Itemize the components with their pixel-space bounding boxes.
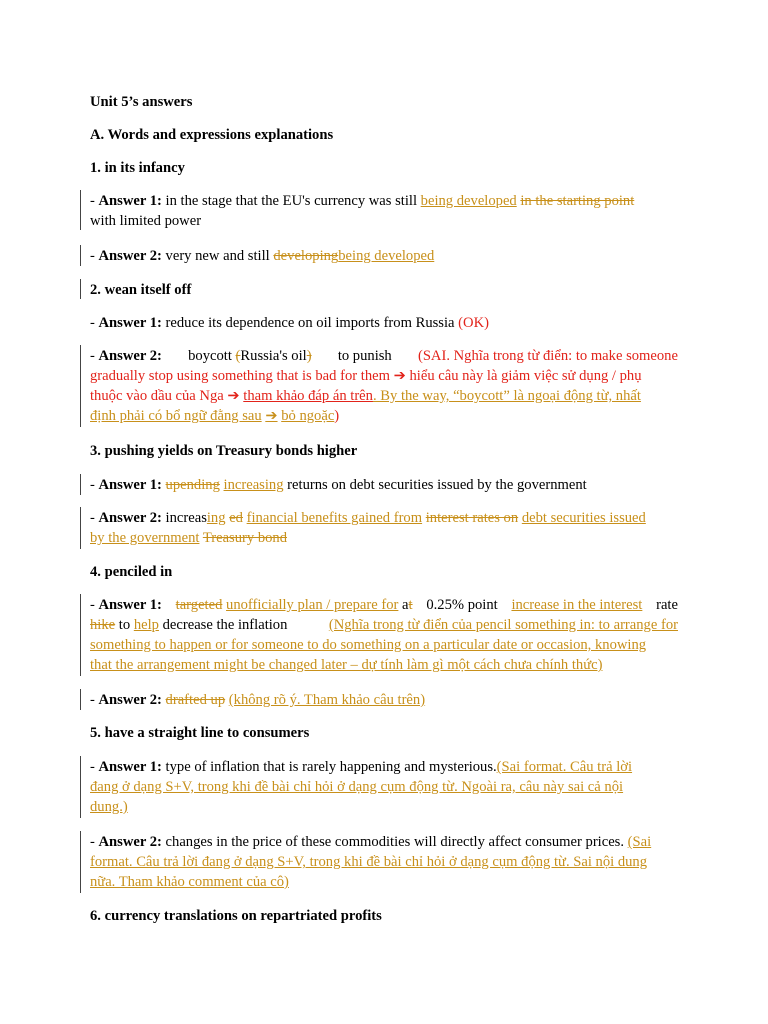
inserted-text: financial benefits gained from xyxy=(246,510,423,526)
answer-text: decrease the inflation xyxy=(162,617,288,633)
answer-label: Answer 1: xyxy=(98,477,162,493)
deleted-text: t xyxy=(408,597,413,613)
inserted-text: unofficially plan / prepare for xyxy=(226,597,399,613)
inserted-text: bỏ ngoặc xyxy=(281,408,335,424)
answer-label: Answer 2: xyxy=(98,834,162,850)
feedback-line xyxy=(90,797,128,817)
deleted-text: upending xyxy=(165,477,220,493)
answer-label: Answer 2: xyxy=(98,248,162,264)
feedback-note: (Sai format. Câu trả lời xyxy=(496,759,633,775)
item-heading: 6. currency translations on repartriated profits xyxy=(90,908,382,924)
deleted-text: in the starting point xyxy=(520,193,635,209)
answer-label: Answer 1: xyxy=(98,193,162,209)
answer-text: boycott xyxy=(188,348,232,364)
inserted-text: increase in the interest xyxy=(511,597,643,613)
feedback-line xyxy=(90,635,646,655)
inserted-text: . By the way, “boycott” là ngoại động từ, nhất xyxy=(372,388,641,404)
inserted-text: help xyxy=(133,617,159,633)
feedback-note: (OK) xyxy=(458,315,489,331)
inserted-text: debt securities issued xyxy=(521,510,646,526)
answer-line: - Answer 2: increasing ed financial benefits gained from interest rates on debt securities issued xyxy=(90,510,646,526)
revision-bar xyxy=(80,245,81,266)
revision-bar xyxy=(80,474,81,495)
deleted-text: drafted up xyxy=(165,692,226,708)
document-title: Unit 5’s answers xyxy=(90,94,193,110)
item-heading: 5. have a straight line to consumers xyxy=(90,725,310,741)
revision-bar xyxy=(80,831,81,893)
revision-bar xyxy=(80,689,81,710)
inserted-text: (không rõ ý. Tham khảo câu trên) xyxy=(228,692,426,708)
revision-bar xyxy=(80,345,81,427)
answer-label: Answer 1: xyxy=(98,315,162,331)
inserted-text: being developed xyxy=(338,248,435,264)
answer-text: in the stage that the EU's currency was still xyxy=(165,193,418,209)
answer-line: - Answer 1: type of inflation that is rarely happening and mysterious.(Sai format. Câu trả lời xyxy=(90,759,633,775)
feedback-note: thuộc vào dầu của Nga xyxy=(90,388,224,404)
answer-line: - Answer 1: in the stage that the EU's currency was still being developed in the starting point xyxy=(90,193,635,209)
answer-text: a xyxy=(402,597,409,613)
inserted-text: ing xyxy=(206,510,226,526)
feedback-line xyxy=(90,872,289,892)
answer-line: - Answer 2: very new and still developingbeing developed xyxy=(90,248,435,264)
deleted-text: ) xyxy=(306,348,312,364)
answer-text: reduce its dependence on oil imports from Russia xyxy=(165,315,455,331)
revision-bar xyxy=(80,594,81,676)
answer-text: Russia's oil xyxy=(240,348,307,364)
inserted-text: định phải có bổ ngữ đằng sau xyxy=(90,408,262,424)
revision-bar xyxy=(80,507,81,549)
item-heading: 3. pushing yields on Treasury bonds higher xyxy=(90,443,358,459)
feedback-note: gradually stop using something that is bad for them xyxy=(90,368,390,384)
deleted-text: Treasury bond xyxy=(202,530,288,546)
answer-text: very new and still xyxy=(165,248,270,264)
answer-text: type of inflation that is rarely happening and mysterious. xyxy=(165,759,497,775)
arrow-icon: ➔ xyxy=(393,368,406,384)
feedback-note: (Sai xyxy=(627,834,652,850)
answer-line: - Answer 1: upending increasing returns on debt securities issued by the government xyxy=(90,477,587,493)
answer-line: - Answer 1: targeted unofficially plan / prepare for at 0.25% point increase in the interest rate xyxy=(90,597,678,613)
answer-label: Answer 1: xyxy=(98,597,162,613)
feedback-note: tham khảo đáp án trên xyxy=(243,388,373,404)
answer-text: to xyxy=(118,617,131,633)
feedback-note: that the arrangement might be changed later – dự tính làm gì một cách chưa chính thức) xyxy=(90,657,603,673)
revision-bar xyxy=(80,756,81,818)
inserted-text: by the government xyxy=(90,530,200,546)
item-heading: 2. wean itself off xyxy=(90,282,192,298)
inserted-text: being developed xyxy=(420,193,517,209)
arrow-icon: ➔ xyxy=(227,388,240,404)
feedback-note: ) xyxy=(334,408,340,424)
deleted-text: ( xyxy=(235,348,241,364)
deleted-text: developing xyxy=(273,248,339,264)
feedback-line xyxy=(90,366,642,386)
revision-bar xyxy=(80,279,81,299)
feedback-note: nữa. Tham khảo comment của cô) xyxy=(90,874,289,890)
answer-label: Answer 2: xyxy=(98,348,162,364)
feedback-note: format. Câu trả lời đang ở dạng S+V, trong khi đề bài chỉ hỏi ở dạng cụm động từ. Sai nội dung xyxy=(90,854,648,870)
answer-text: increas xyxy=(165,510,207,526)
answer-label: Answer 2: xyxy=(98,510,162,526)
feedback-line xyxy=(90,655,602,675)
answer-line: - Answer 2: changes in the price of these commodities will directly affect consumer prices. (Sai xyxy=(90,834,652,850)
answer-text: 0.25% point xyxy=(426,597,498,613)
answer-text: returns on debt securities issued by the government xyxy=(287,477,587,493)
feedback-note: something to happen or for someone to do something on a particular date or occasion, knowing xyxy=(90,637,647,653)
feedback-line xyxy=(90,406,339,426)
answer-text: rate xyxy=(656,597,678,613)
feedback-line xyxy=(90,386,641,406)
arrow-icon: ➔ xyxy=(265,408,278,424)
deleted-text: targeted xyxy=(175,597,223,613)
item-heading: 1. in its infancy xyxy=(90,160,185,176)
item-heading: 4. penciled in xyxy=(90,564,173,580)
feedback-line xyxy=(90,852,647,872)
answer-label: Answer 1: xyxy=(98,759,162,775)
answer-line: - Answer 2: drafted up (không rõ ý. Tham khảo câu trên) xyxy=(90,692,426,708)
feedback-note: (Nghĩa trong từ điển của pencil something in: to arrange for xyxy=(328,617,678,633)
answer-text: to punish xyxy=(337,348,392,364)
deleted-text: ed xyxy=(229,510,243,526)
answer-line xyxy=(90,528,287,548)
revision-bar xyxy=(80,190,81,230)
answer-line xyxy=(90,615,678,635)
deleted-text: hike xyxy=(90,617,116,633)
feedback-note: (SAI. Nghĩa trong từ điển: to make someone xyxy=(417,348,678,364)
feedback-line xyxy=(90,777,623,797)
feedback-note: dung.) xyxy=(90,799,128,815)
answer-line: - Answer 2: boycott (Russia's oil) to punish (SAI. Nghĩa trong từ điển: to make someone xyxy=(90,348,678,364)
answer-line: - Answer 1: reduce its dependence on oil imports from Russia (OK) xyxy=(90,315,489,331)
feedback-note: đang ở dạng S+V, trong khi đề bài chỉ hỏi ở dạng cụm động từ. Ngoài ra, câu này sai cả nội xyxy=(90,779,624,795)
answer-text: with limited power xyxy=(90,213,202,229)
deleted-text: interest rates on xyxy=(425,510,519,526)
feedback-note: hiểu câu này là giảm việc sử dụng / phụ xyxy=(409,368,642,384)
answer-text: changes in the price of these commodities will directly affect consumer prices. xyxy=(165,834,625,850)
section-heading: A. Words and expressions explanations xyxy=(90,127,334,143)
answer-label: Answer 2: xyxy=(98,692,162,708)
inserted-text: increasing xyxy=(223,477,284,493)
